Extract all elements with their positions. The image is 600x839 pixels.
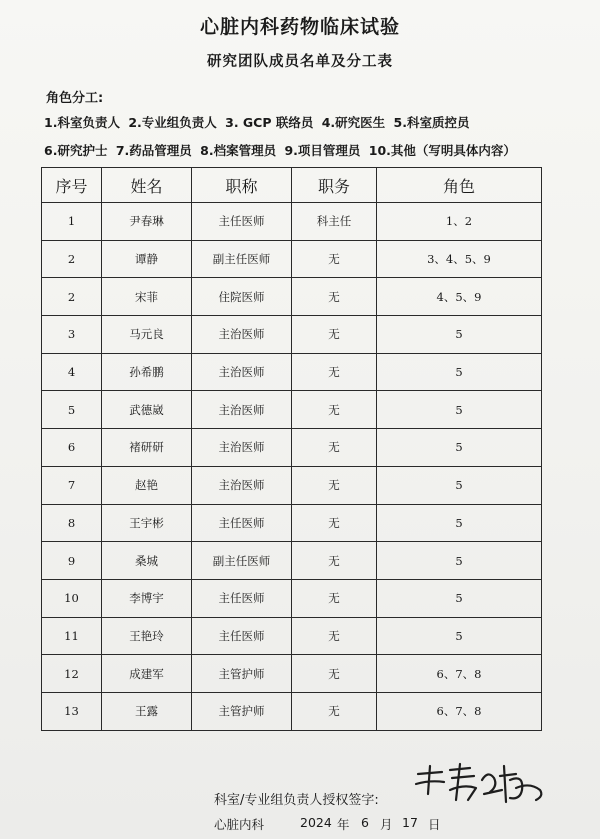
cell-name: 孙希鹏 [102, 353, 192, 391]
cell-position: 无 [292, 617, 377, 655]
cell-position: 无 [292, 692, 377, 730]
cell-position: 无 [292, 579, 377, 617]
table-row [42, 542, 542, 580]
cell-position: 科主任 [292, 203, 377, 241]
document-subtitle: 研究团队成员名单及分工表 [207, 54, 393, 70]
cell-name: 王露 [102, 692, 192, 730]
cell-index: 5 [42, 391, 102, 429]
roles-line-1 [44, 113, 474, 131]
cell-title: 主治医师 [192, 466, 292, 504]
cell-name: 马元良 [102, 316, 192, 354]
roles-heading: 角色分工: [46, 91, 104, 106]
table-row [42, 391, 542, 429]
cell-role: 6、7、8 [377, 655, 542, 693]
header-name: 姓名 [102, 168, 192, 203]
table-row [42, 617, 542, 655]
cell-name: 尹春琳 [102, 203, 192, 241]
cell-role: 5 [377, 542, 542, 580]
role-item: 2.专业组负责人 [128, 115, 217, 130]
cell-title: 主治医师 [192, 353, 292, 391]
cell-position: 无 [292, 504, 377, 542]
table-row [42, 466, 542, 504]
cell-role: 6、7、8 [377, 692, 542, 730]
cell-name: 谭静 [102, 240, 192, 278]
role-item: 7.药品管理员 [115, 143, 192, 158]
cell-index: 6 [42, 429, 102, 467]
document-title: 心脏内科药物临床试验 [199, 16, 400, 38]
table-row [42, 692, 542, 730]
cell-name: 宋菲 [102, 278, 192, 316]
cell-name: 赵艳 [102, 466, 192, 504]
cell-title: 主治医师 [192, 391, 292, 429]
cell-role: 5 [377, 504, 542, 542]
role-item: 8.档案管理员 [200, 143, 277, 158]
cell-index: 9 [42, 542, 102, 580]
table-row [42, 240, 542, 278]
cell-title: 主任医师 [192, 203, 292, 241]
cell-role: 5 [377, 579, 542, 617]
role-item: 5.科室质控员 [393, 115, 470, 130]
cell-title: 主任医师 [192, 617, 292, 655]
cell-position: 无 [292, 316, 377, 354]
footer-month-unit: 月 [380, 817, 393, 832]
cell-index: 8 [42, 504, 102, 542]
role-item: 1.科室负责人 [44, 115, 120, 130]
cell-title: 主管护师 [192, 655, 292, 693]
table-row [42, 278, 542, 316]
cell-role: 1、2 [377, 203, 542, 241]
roles-line-2 [44, 141, 520, 159]
cell-index: 10 [42, 579, 102, 617]
table-header-row [42, 168, 542, 203]
footer-department: 心脏内科 [214, 817, 265, 832]
table-row [42, 316, 542, 354]
cell-role: 5 [377, 316, 542, 354]
table-row [42, 353, 542, 391]
cell-title: 主任医师 [192, 579, 292, 617]
cell-position: 无 [292, 466, 377, 504]
table-row [42, 429, 542, 467]
role-item: 10.其他（写明具体内容） [368, 143, 516, 158]
cell-position: 无 [292, 353, 377, 391]
footer-month: 6 [361, 815, 369, 830]
cell-name: 褚研研 [102, 429, 192, 467]
cell-position: 无 [292, 240, 377, 278]
cell-position: 无 [292, 278, 377, 316]
cell-role: 5 [377, 429, 542, 467]
header-role: 角色 [377, 168, 542, 203]
cell-index: 4 [42, 353, 102, 391]
cell-name: 李博宇 [102, 579, 192, 617]
cell-index: 2 [42, 240, 102, 278]
table-row [42, 655, 542, 693]
cell-title: 住院医师 [192, 278, 292, 316]
handwritten-signature [412, 760, 547, 810]
role-item: 9.项目管理员 [284, 143, 361, 158]
cell-index: 3 [42, 316, 102, 354]
cell-index: 12 [42, 655, 102, 693]
cell-name: 武德崴 [102, 391, 192, 429]
footer-year: 2024 [300, 815, 332, 830]
table-row [42, 579, 542, 617]
table-row [42, 504, 542, 542]
cell-title: 主治医师 [192, 316, 292, 354]
cell-index: 2 [42, 278, 102, 316]
cell-name: 王宇彬 [102, 504, 192, 542]
role-item: 4.研究医生 [321, 115, 386, 130]
cell-name: 成建军 [102, 655, 192, 693]
cell-position: 无 [292, 542, 377, 580]
role-item: 6.研究护士 [44, 143, 108, 158]
cell-title: 副主任医师 [192, 542, 292, 580]
cell-role: 4、5、9 [377, 278, 542, 316]
cell-index: 1 [42, 203, 102, 241]
table-row [42, 203, 542, 241]
cell-role: 5 [377, 391, 542, 429]
cell-position: 无 [292, 391, 377, 429]
cell-role: 5 [377, 466, 542, 504]
cell-name: 桑城 [102, 542, 192, 580]
cell-index: 7 [42, 466, 102, 504]
footer-day-unit: 日 [428, 817, 441, 832]
header-position: 职务 [292, 168, 377, 203]
cell-role: 3、4、5、9 [377, 240, 542, 278]
cell-role: 5 [377, 617, 542, 655]
footer-day: 17 [402, 815, 418, 830]
cell-index: 11 [42, 617, 102, 655]
team-roster-table [41, 167, 542, 731]
role-item: 3. GCP 联络员 [225, 115, 314, 130]
header-index: 序号 [42, 168, 102, 203]
cell-role: 5 [377, 353, 542, 391]
cell-title: 主任医师 [192, 504, 292, 542]
signature-label: 科室/专业组负责人授权签字: [214, 793, 379, 808]
cell-position: 无 [292, 655, 377, 693]
cell-position: 无 [292, 429, 377, 467]
cell-title: 主治医师 [192, 429, 292, 467]
footer-year-unit: 年 [337, 817, 350, 832]
cell-name: 王艳玲 [102, 617, 192, 655]
cell-index: 13 [42, 692, 102, 730]
cell-title: 主管护师 [192, 692, 292, 730]
cell-title: 副主任医师 [192, 240, 292, 278]
header-title: 职称 [192, 168, 292, 203]
